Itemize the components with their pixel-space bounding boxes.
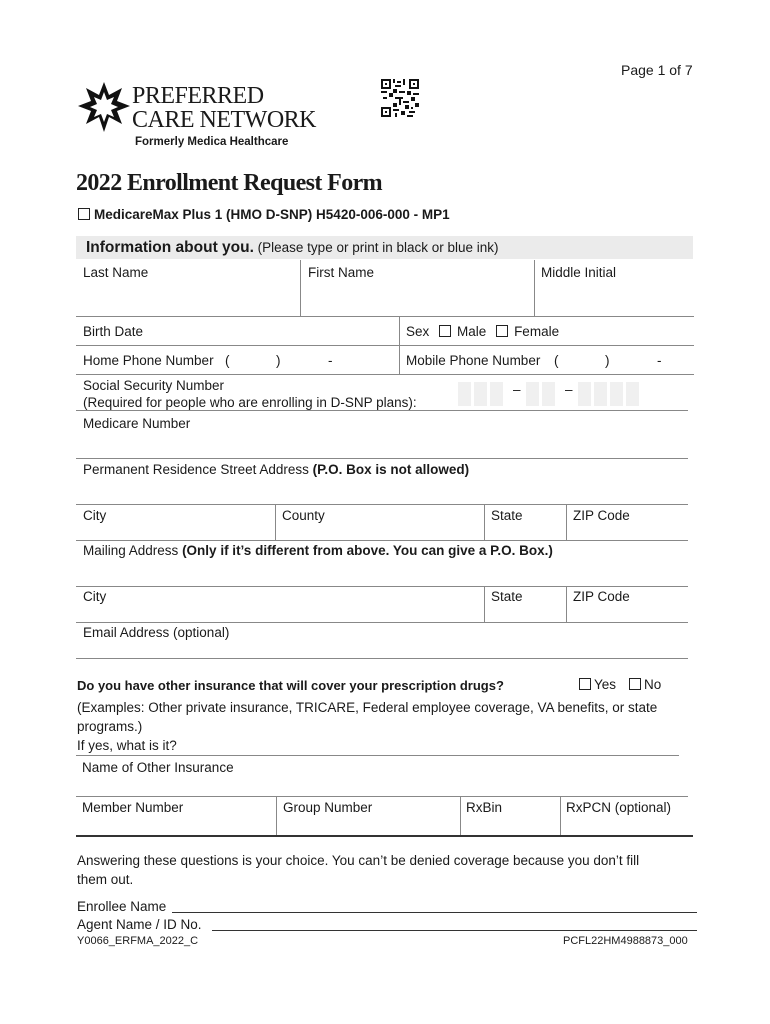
last-name-label: Last Name [83,265,149,280]
mailing-zip-label: ZIP Code [573,589,630,604]
logo-tagline: Formerly Medica Healthcare [135,136,289,148]
residence-address-field[interactable] [76,459,688,503]
insurance-examples-line2: programs.) [77,719,143,734]
female-checkbox[interactable] [496,325,508,337]
section-heading: Information about you. [86,239,254,256]
ssn-field[interactable] [456,380,652,408]
insurance-no-checkbox[interactable] [629,678,641,690]
sex-field [406,324,559,339]
rxbin-label: RxBin [466,800,503,815]
birth-date-label: Birth Date [83,324,144,339]
first-name-label: First Name [308,265,375,280]
mailing-address-field[interactable] [76,541,688,585]
logo-line2: CARE NETWORK [132,107,316,133]
email-label: Email Address (optional) [83,625,230,640]
agent-name-label: Agent Name / ID No. [77,917,202,932]
first-name-field[interactable] [301,260,534,316]
member-number-label: Member Number [82,800,184,815]
home-phone-paren-close: ) [276,353,281,368]
optional-note-line1: Answering these questions is your choice. You can’t be denied coverage because you don’t fill [77,853,640,868]
rxpcn-field[interactable] [561,797,692,834]
page-number: Page 1 of 7 [621,62,693,78]
county-label: County [282,508,325,523]
footer-left-code: Y0066_ERFMA_2022_C [77,935,199,947]
mailing-city-field[interactable] [76,587,483,621]
group-number-label: Group Number [283,800,373,815]
plan-option[interactable] [78,207,450,222]
ssn-note: (Required for people who are enrolling in D-SNP plans): [83,395,417,410]
mailing-state-label: State [491,589,523,604]
ssn-separator-1: – [513,382,521,397]
medicare-number-label: Medicare Number [83,416,191,431]
qr-code-icon [381,79,419,117]
home-phone-dash: - [328,353,333,368]
logo-line1: PREFERRED [132,83,264,109]
mobile-phone-field[interactable] [400,346,693,373]
sex-label: Sex [406,324,430,339]
female-label: Female [514,324,560,339]
plan-checkbox[interactable] [78,208,90,220]
middle-initial-label: Middle Initial [541,265,617,280]
mobile-phone-dash: - [657,353,662,368]
birth-date-field[interactable] [76,317,399,344]
male-checkbox[interactable] [439,325,451,337]
rxbin-field[interactable] [461,797,559,834]
optional-note-line2: them out. [77,872,134,887]
email-field[interactable] [76,623,688,657]
mobile-phone-paren-close: ) [605,353,610,368]
insurance-no-label: No [644,677,662,692]
mobile-phone-paren-open: ( [554,353,559,368]
zip-label: ZIP Code [573,508,630,523]
mailing-city-label: City [83,589,107,604]
mobile-phone-label: Mobile Phone Number [406,353,541,368]
rxpcn-label: RxPCN (optional) [566,800,672,815]
home-phone-label: Home Phone Number [83,353,214,368]
logo-mark-icon [76,80,132,136]
enrollee-name-label: Enrollee Name [77,899,167,914]
home-phone-field[interactable] [76,346,399,373]
group-number-field[interactable] [277,797,459,834]
plan-option-label: MedicareMax Plus 1 (HMO D-SNP) H5420-006-000 - MP1 [94,207,450,222]
mailing-address-note: (Only if it’s different from above. You can give a P.O. Box.) [182,543,553,558]
zip-field[interactable] [567,505,688,539]
county-field[interactable] [276,505,483,539]
form-title: 2022 Enrollment Request Form [76,170,383,196]
ssn-separator-2: – [565,382,573,397]
last-name-field[interactable] [76,260,300,316]
other-insurance-name-label: Name of Other Insurance [82,760,234,775]
city-label: City [83,508,107,523]
residence-address-note: (P.O. Box is not allowed) [312,462,470,477]
male-label: Male [457,324,487,339]
other-insurance-name-field[interactable] [76,756,679,795]
enrollee-name-field[interactable] [172,898,697,912]
insurance-no-option[interactable] [629,677,661,692]
state-field[interactable] [485,505,565,539]
insurance-examples-line1: (Examples: Other private insurance, TRICARE, Federal employee coverage, VA benefits, or state [77,700,658,715]
section-header [76,236,693,259]
mailing-state-field[interactable] [485,587,565,621]
agent-name-field[interactable] [212,916,697,930]
section-heading-note: (Please type or print in black or blue ink) [253,240,499,255]
mailing-zip-field[interactable] [567,587,688,621]
member-number-field[interactable] [76,797,275,834]
city-field[interactable] [76,505,274,539]
footer-right-code: PCFL22HM4988873_000 [563,935,688,947]
mailing-address-text: Mailing Address [83,543,183,558]
insurance-yes-checkbox[interactable] [579,678,591,690]
residence-address-text: Permanent Residence Street Address [83,462,313,477]
insurance-question: Do you have other insurance that will cover your prescription drugs? [77,678,504,693]
insurance-if-yes: If yes, what is it? [77,738,177,753]
medicare-number-field[interactable] [76,411,688,457]
state-label: State [491,508,523,523]
middle-initial-field[interactable] [535,260,693,316]
home-phone-paren-open: ( [225,353,230,368]
ssn-label: Social Security Number [83,378,225,393]
insurance-yes-label: Yes [594,677,617,692]
insurance-yes-option[interactable] [579,677,616,692]
